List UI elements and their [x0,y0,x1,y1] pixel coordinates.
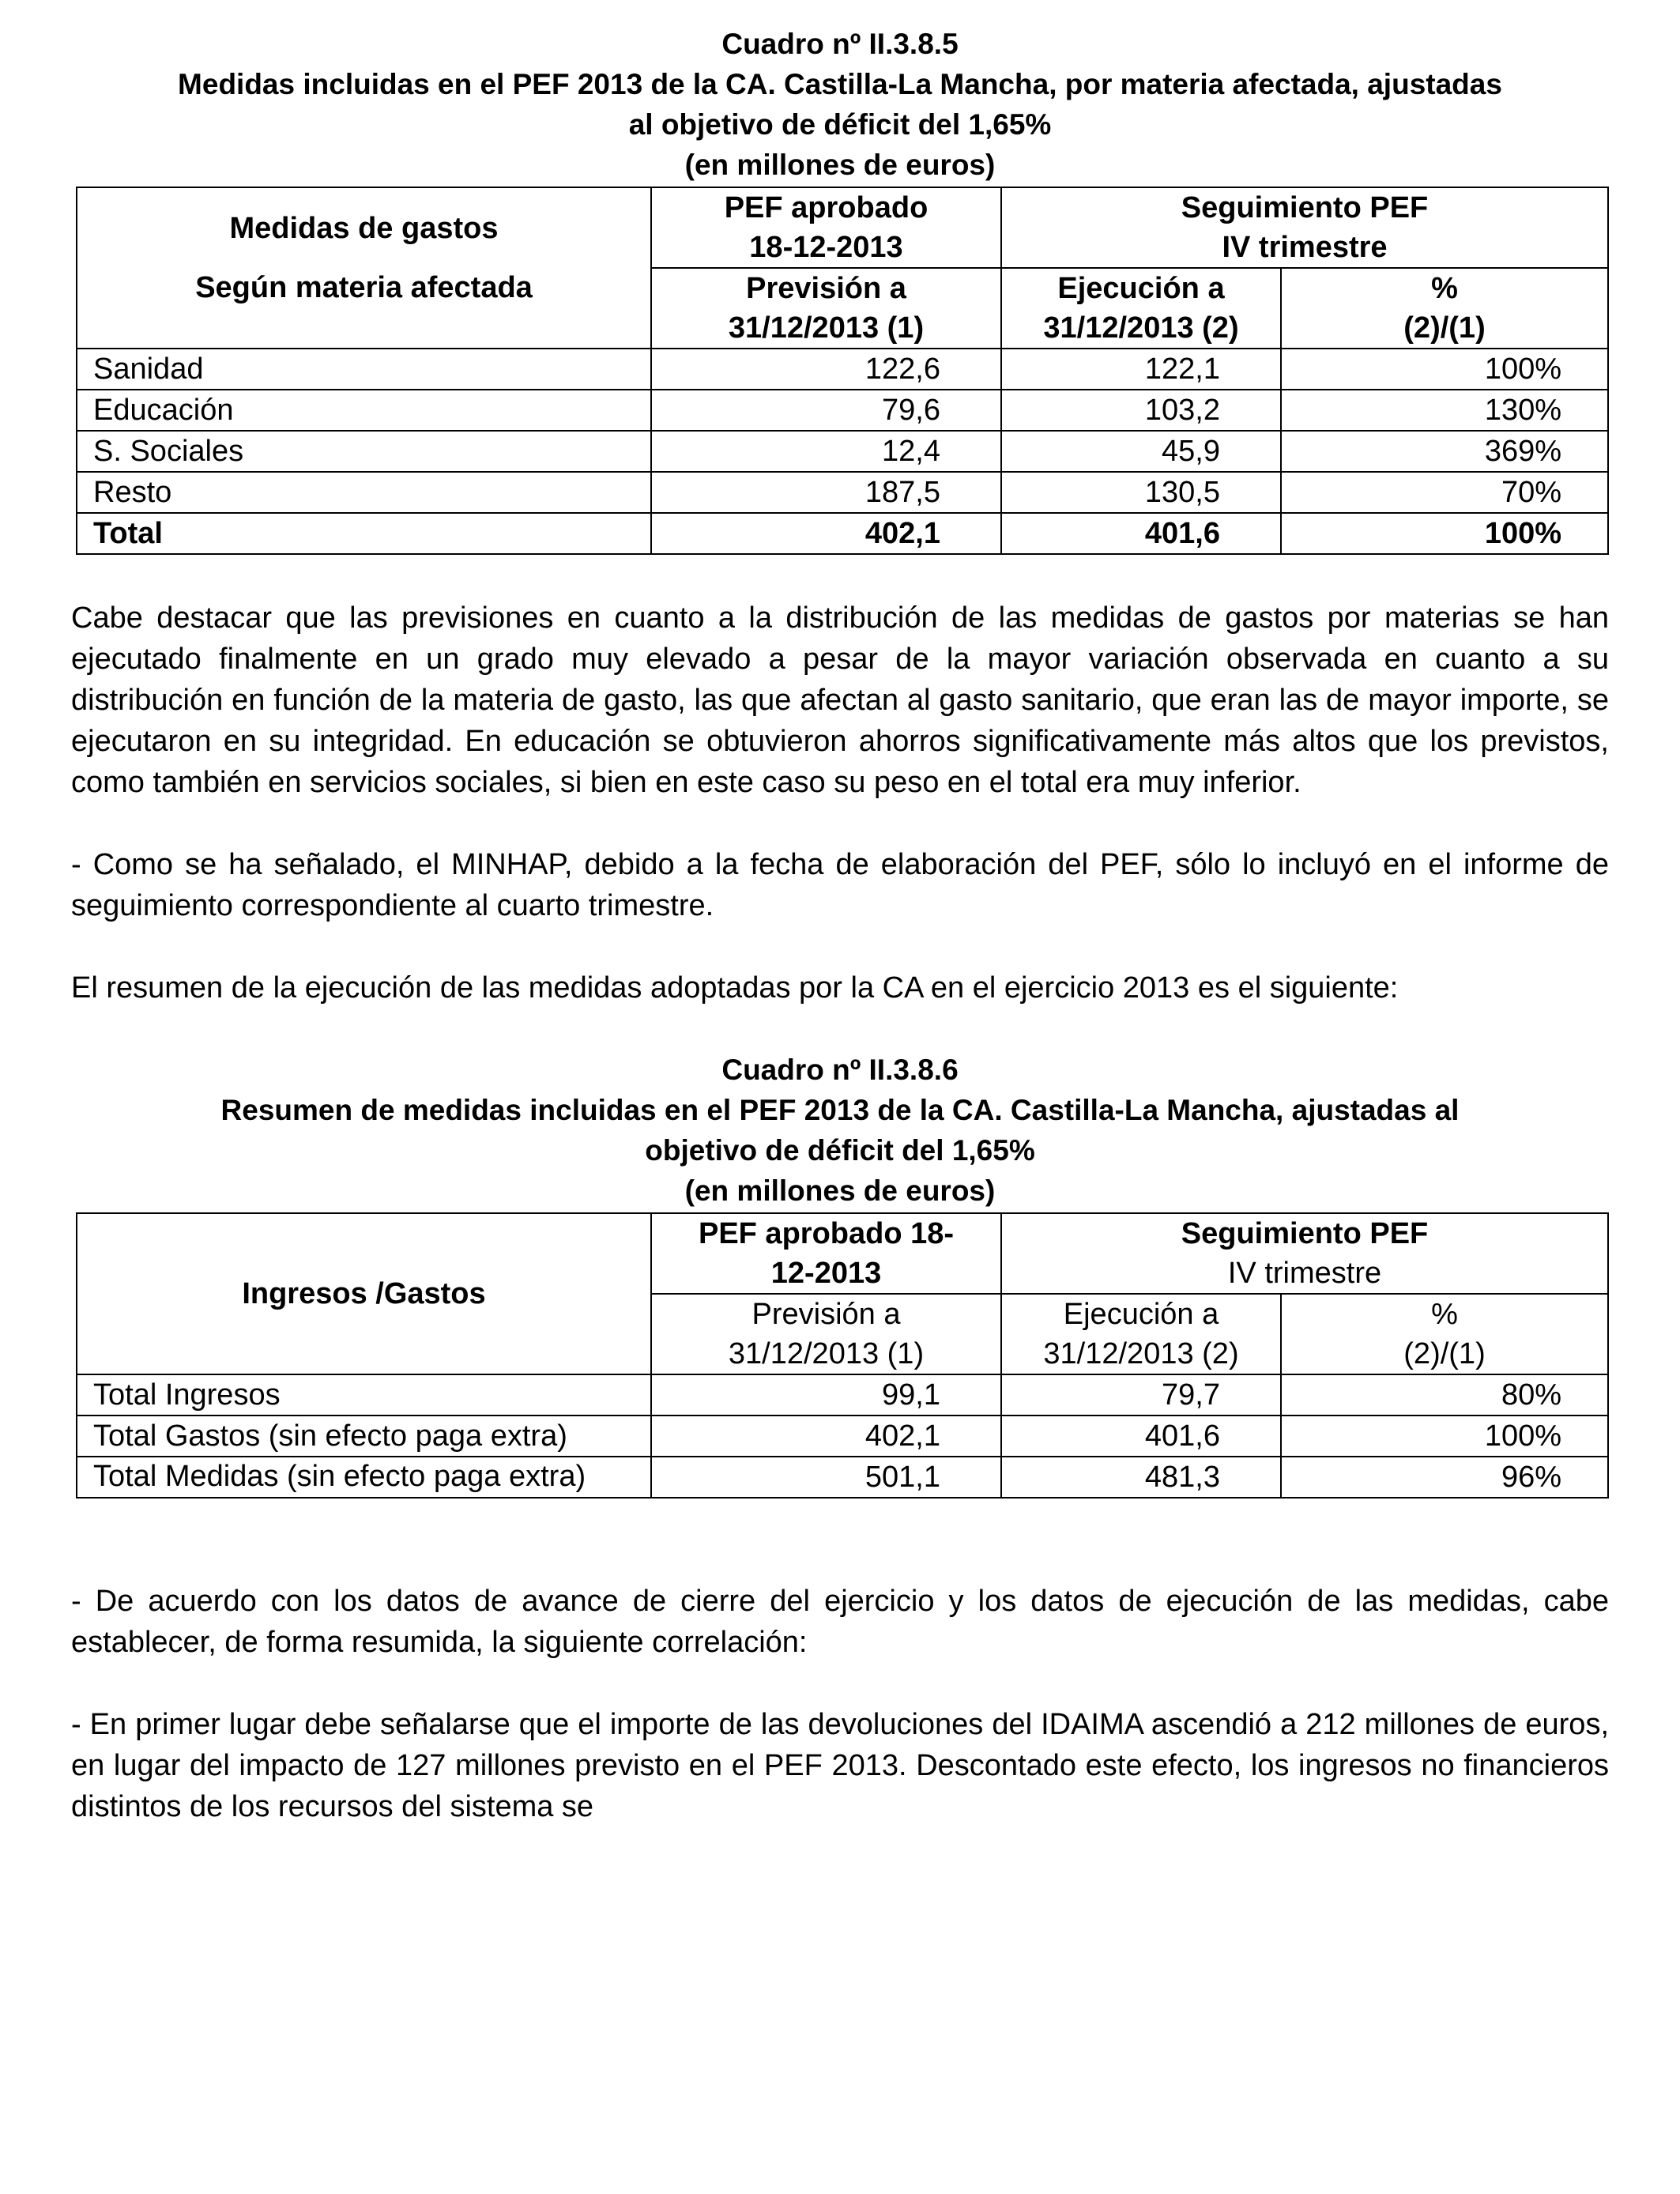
table1-header-prev-line: 31/12/2013 (1) [728,311,925,345]
table1-caption [71,24,1609,185]
row-prevision: 12,4 [651,431,1001,472]
table1-header-percent [1281,268,1608,349]
row-percent: 96% [1281,1457,1608,1498]
row-prevision: 501,1 [651,1457,1001,1498]
table-row [77,1457,1608,1498]
row-ejecucion: 130,5 [1001,472,1281,513]
table-row [77,1416,1608,1457]
table2-caption-line: (en millones de euros) [684,1174,996,1207]
table2-header-ejec-line: 31/12/2013 (2) [1043,1337,1239,1370]
paragraph: - En primer lugar debe señalarse que el importe de las devoluciones del IDAIMA ascendió a 212 millones de euros, en lugar del impacto de 127 millones previsto en el PEF 2013. Descontado este efecto, los ingresos no financieros distintos de los recursos del sistema se [71,1708,1609,1823]
row-label: S. Sociales [77,431,651,472]
table-row [77,472,1608,513]
table2-caption-line: Cuadro nº II.3.8.6 [721,1054,959,1086]
table1-caption-line: Medidas incluidas en el PEF 2013 de la CA. Castilla-La Mancha, por materia afectada, ajustadas [178,68,1502,100]
table2-header-pct-line: (2)/(1) [1403,1337,1486,1370]
table1-header-seguimiento [1001,187,1608,268]
row-ejecucion: 122,1 [1001,349,1281,390]
row-ejecucion: 481,3 [1001,1457,1281,1498]
row-ejecucion: 401,6 [1001,1416,1281,1457]
table1-header-prev-line: Previsión a [746,272,906,305]
row-label: Sanidad [77,349,651,390]
table2-header-prevision [651,1294,1001,1374]
table1-header-row-2 [77,268,1608,349]
row-label: Total Ingresos [77,1374,651,1416]
row-label: Total Medidas (sin efecto paga extra) [77,1457,651,1498]
table2-header-ingresos-gastos: Ingresos /Gastos [77,1213,651,1374]
table2-header-pef-line: PEF aprobado 18- [698,1217,955,1250]
table1-header-row-1 [77,187,1608,268]
row-percent: 80% [1281,1374,1608,1416]
row-prevision: 79,6 [651,390,1001,431]
table-row [77,1374,1608,1416]
table2-header-pef [651,1213,1001,1294]
row-label: Total Gastos (sin efecto paga extra) [77,1416,651,1457]
table2-header-percent [1281,1294,1608,1374]
row-percent: 70% [1281,472,1608,513]
table1-header-ejec-line: 31/12/2013 (2) [1043,311,1239,345]
table2-header-row-1 [77,1213,1608,1294]
table2-header-seguimiento [1001,1213,1608,1294]
paragraph: - De acuerdo con los datos de avance de cierre del ejercicio y los datos de ejecución de las medidas, cabe establecer, de forma resumida, la siguiente correlación: [71,1585,1609,1659]
paragraph: - Como se ha señalado, el MINHAP, debido a la fecha de elaboración del PEF, sólo lo incluyó en el informe de seguimiento correspondiente al cuarto trimestre. [71,848,1609,922]
table1-caption-line: al objetivo de déficit del 1,65% [628,108,1052,141]
table2-header-pef-line: 12-2013 [770,1257,882,1290]
table1-header-pef-line: 18-12-2013 [749,231,903,264]
table2-header-pct-line: % [1431,1298,1458,1331]
table2-caption-line: objetivo de déficit del 1,65% [645,1134,1035,1167]
row-prevision: 99,1 [651,1374,1001,1416]
table-total-row [77,513,1608,554]
row-ejecucion: 45,9 [1001,431,1281,472]
total-label: Total [77,513,651,554]
table1 [76,187,1609,555]
row-percent: 100% [1281,349,1608,390]
table2-caption-line: Resumen de medidas incluidas en el PEF 2013 de la CA. Castilla-La Mancha, ajustadas al [220,1094,1460,1126]
table1-header-pef-line: PEF aprobado [724,191,929,224]
table2-header-prev-line: Previsión a [751,1298,901,1331]
row-percent: 130% [1281,390,1608,431]
table2-header-seg-line: Seguimiento PEF [1181,1217,1429,1250]
table-row [77,349,1608,390]
total-percent: 100% [1281,513,1608,554]
row-label: Educación [77,390,651,431]
paragraph: Cabe destacar que las previsiones en cuanto a la distribución de las medidas de gastos por materias se han ejecutado finalmente en un grado muy elevado a pesar de la mayor variación observada en cuanto a su distribución en función de la materia de gasto, las que afectan al gasto sanitario, que eran las de mayor importe, se ejecutaron en su integridad. En educación se obtuvieron ahorros significativamente más altos que los previstos, como también en servicios sociales, si bien en este caso su peso en el total era muy inferior. [71,601,1609,799]
row-percent: 100% [1281,1416,1608,1457]
table1-header-materia: Según materia afectada [77,268,651,349]
row-ejecucion: 103,2 [1001,390,1281,431]
table2-header-ejecucion [1001,1294,1281,1374]
table1-caption-line: (en millones de euros) [684,149,996,181]
table1-header-ejec-line: Ejecución a [1057,272,1225,305]
table1-header-ejecucion [1001,268,1281,349]
table-row [77,431,1608,472]
row-prevision: 122,6 [651,349,1001,390]
table2-header-ejec-line: Ejecución a [1063,1298,1219,1331]
table1-header-measures: Medidas de gastos [77,187,651,268]
table1-header-seg-line: IV trimestre [1222,231,1388,264]
table1-header-pct-line: % [1431,272,1458,305]
total-prevision: 402,1 [651,513,1001,554]
paragraph: El resumen de la ejecución de las medidas adoptadas por la CA en el ejercicio 2013 es el siguiente: [71,971,1399,1005]
row-percent: 369% [1281,431,1608,472]
table1-header-pct-line: (2)/(1) [1403,311,1486,345]
row-label: Resto [77,472,651,513]
table1-header-prevision [651,268,1001,349]
table2 [76,1212,1609,1498]
table1-header-seg-line: Seguimiento PEF [1181,191,1429,224]
row-ejecucion: 79,7 [1001,1374,1281,1416]
total-ejecucion: 401,6 [1001,513,1281,554]
table1-caption-line: Cuadro nº II.3.8.5 [721,28,959,60]
table1-header-pef [651,187,1001,268]
row-prevision: 187,5 [651,472,1001,513]
table2-caption [71,1050,1609,1211]
document-page [71,24,1609,1827]
row-prevision: 402,1 [651,1416,1001,1457]
table2-header-prev-line: 31/12/2013 (1) [728,1337,925,1370]
table-row [77,390,1608,431]
table2-header-seg-line: IV trimestre [1227,1257,1382,1290]
